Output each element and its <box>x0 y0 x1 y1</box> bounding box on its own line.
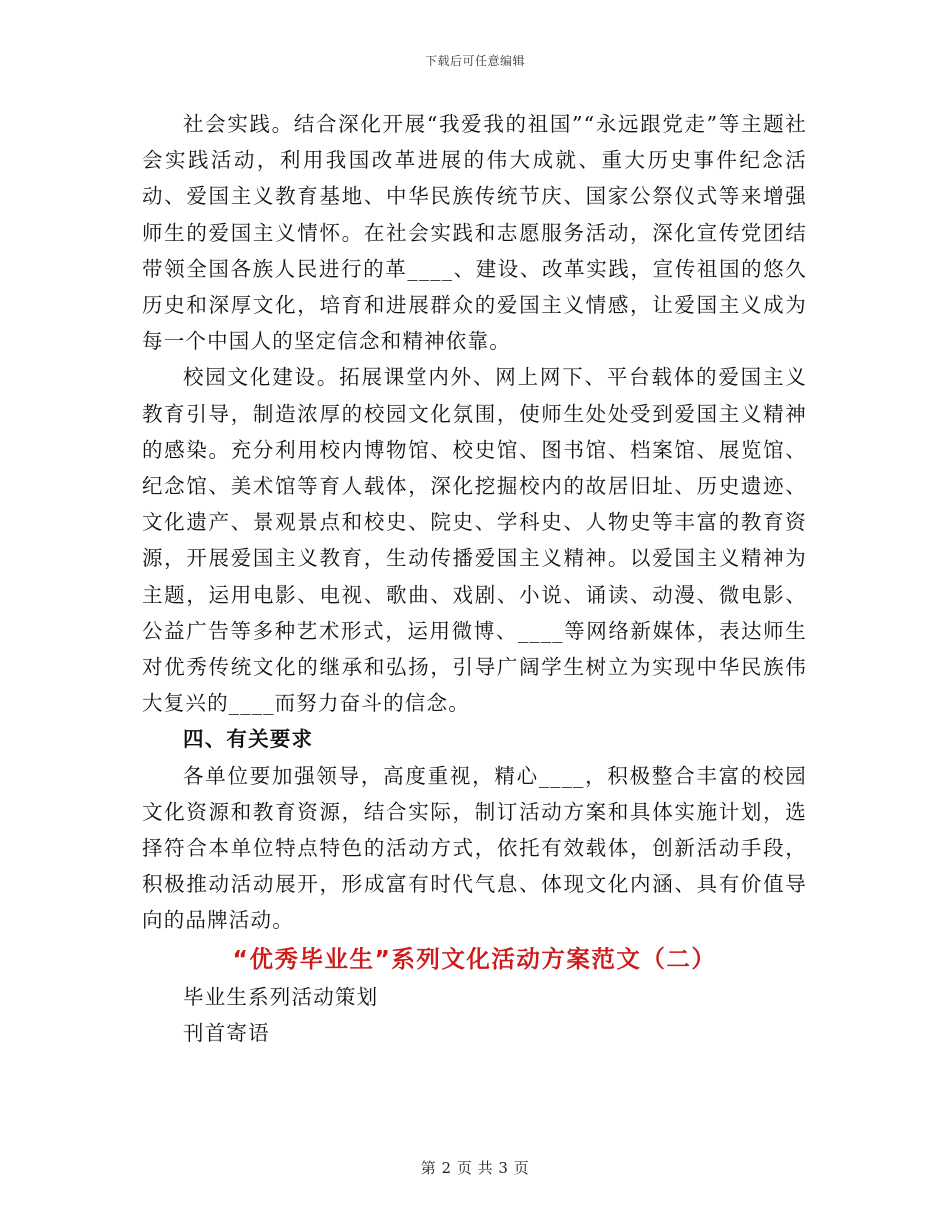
page-number-footer: 第 2 页 共 3 页 <box>420 1159 530 1177</box>
section-heading-requirements: 四、有关要求 <box>183 727 314 752</box>
line-graduate-series: 毕业生系列活动策划 <box>183 984 379 1009</box>
paragraph-requirements: 各单位要加强领导，高度重视，精心____，积极整合丰富的校园文化资源和教育资源，结合实际，制订活动方案和具体实施计划，选择符合本单位特点特色的活动方式，依托有效载体，创新活动手段，积极推动活动展开，形成富有时代气息、体现文化内涵、具有价值导向的品牌活动。 <box>142 763 807 933</box>
document-title-part-two: “优秀毕业生”系列文化活动方案范文（二） <box>232 944 717 973</box>
page-header: 下载后可任意编辑 <box>424 54 525 68</box>
document-body <box>142 106 807 1051</box>
paragraph-campus-culture: 校园文化建设。拓展课堂内外、网上网下、平台载体的爱国主义教育引导，制造浓厚的校园文化氛围，使师生处处受到爱国主义精神的感染。充分利用校内博物馆、校史馆、图书馆、档案馆、展览馆、纪念馆、美术馆等育人载体，深化挖掘校内的故居旧址、历史遗迹、文化遗产、景观景点和校史、院史、学科史、人物史等丰富的教育资源，开展爱国主义教育，生动传播爱国主义精神。以爱国主义精神为主题，运用电影、电视、歌曲、戏剧、小说、诵读、动漫、微电影、公益广告等多种艺术形式，运用微博、____等网络新媒体，表达师生对优秀传统文化的继承和弘扬，引导广阔学生树立为实现中华民族伟大复兴的____而努力奋斗的信念。 <box>142 365 807 716</box>
paragraph-social-practice: 社会实践。结合深化开展“我爱我的祖国”“永远跟党走”等主题社会实践活动，利用我国改革进展的伟大成就、重大历史事件纪念活动、爱国主义教育基地、中华民族传统节庆、国家公祭仪式等来增强师生的爱国主义情怀。在社会实践和志愿服务活动，深化宣传党团结带领全国各族人民进行的革____、建设、改革实践，宣传祖国的悠久历史和深厚文化，培育和进展群众的爱国主义情感，让爱国主义成为每一个中国人的坚定信念和精神依靠。 <box>142 112 807 354</box>
line-foreword: 刊首寄语 <box>183 1020 270 1045</box>
